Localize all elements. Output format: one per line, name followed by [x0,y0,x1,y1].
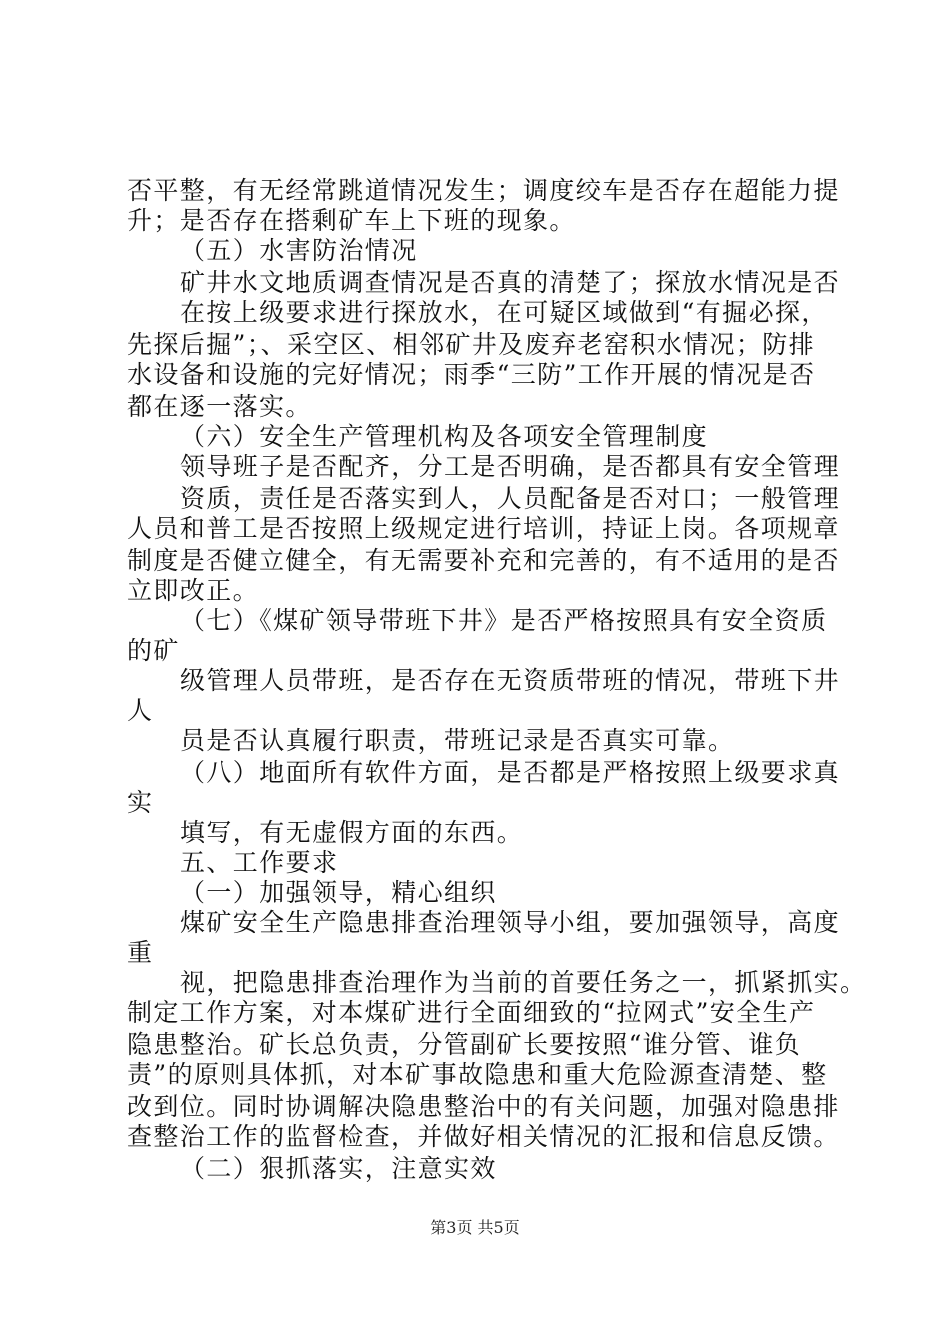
text-line: 否平整，有无经常跳道情况发生；调度绞车是否存在超能力提 [127,176,840,205]
section-heading: （七）《煤矿领导带班下井》是否严格按照具有安全资质 [180,606,828,635]
section-heading: （六）安全生产管理机构及各项安全管理制度 [180,422,709,451]
section-heading: （二）狠抓落实，注意实效 [180,1154,497,1183]
text-line: 责”的原则具体抓，对本矿事故隐患和重大危险源查清楚、整 [127,1060,828,1089]
section-heading: （五）水害防治情况 [180,236,418,265]
text-line: 隐患整治。矿长总负责，分管副矿长要按照“谁分管、谁负 [127,1030,802,1059]
text-line: 的矿 [127,636,180,665]
text-line: 人员和普工是否按照上级规定进行培训，持证上岗。各项规章 [127,514,840,543]
text-line: 水设备和设施的完好情况；雨季“三防”工作开展的情况是否 [127,360,816,389]
text-line: 改到位。同时协调解决隐患整治中的有关问题，加强对隐患排 [127,1092,840,1121]
page-number-footer: 第3页 共5页 [430,1218,520,1237]
text-line: 填写，有无虚假方面的东西。 [180,818,524,847]
section-heading: （一）加强领导，精心组织 [180,878,497,907]
text-line: 员是否认真履行职责，带班记录是否真实可靠。 [180,726,735,755]
text-line: 立即改正。 [127,576,260,605]
text-line: 煤矿安全生产隐患排查治理领导小组，要加强领导，高度 [180,908,841,937]
section-heading: 五、工作要求 [180,848,339,877]
text-line: 查整治工作的监督检查，并做好相关情况的汇报和信息反馈。 [127,1122,840,1151]
section-heading: （八）地面所有软件方面，是否都是严格按照上级要求真 [180,758,841,787]
text-line: 人 [127,696,154,725]
text-line: 在按上级要求进行探放水，在可疑区域做到“有掘必探， [180,298,828,327]
text-line: 制度是否健立健全，有无需要补充和完善的，有不适用的是否 [127,546,840,575]
text-line: 实 [127,788,154,817]
text-line: 矿井水文地质调查情况是否真的清楚了；探放水情况是否 [180,268,841,297]
text-line: 视，把隐患排查治理作为当前的首要任务之一，抓紧抓实。 [180,968,867,997]
text-line: 都在逐一落实。 [127,392,312,421]
text-line: 级管理人员带班，是否存在无资质带班的情况，带班下井 [180,666,841,695]
text-line: 领导班子是否配齐，分工是否明确，是否都具有安全管理 [180,452,841,481]
text-line: 升；是否存在搭剩矿车上下班的现象。 [127,206,576,235]
text-line: 先探后掘”；、采空区、相邻矿井及废弃老窑积水情况；防排 [127,330,816,359]
text-line: 重 [127,938,154,967]
text-line: 制定工作方案，对本煤矿进行全面细致的“拉网式”安全生产 [127,998,816,1027]
text-line: 资质，责任是否落实到人，人员配备是否对口；一般管理 [180,484,841,513]
